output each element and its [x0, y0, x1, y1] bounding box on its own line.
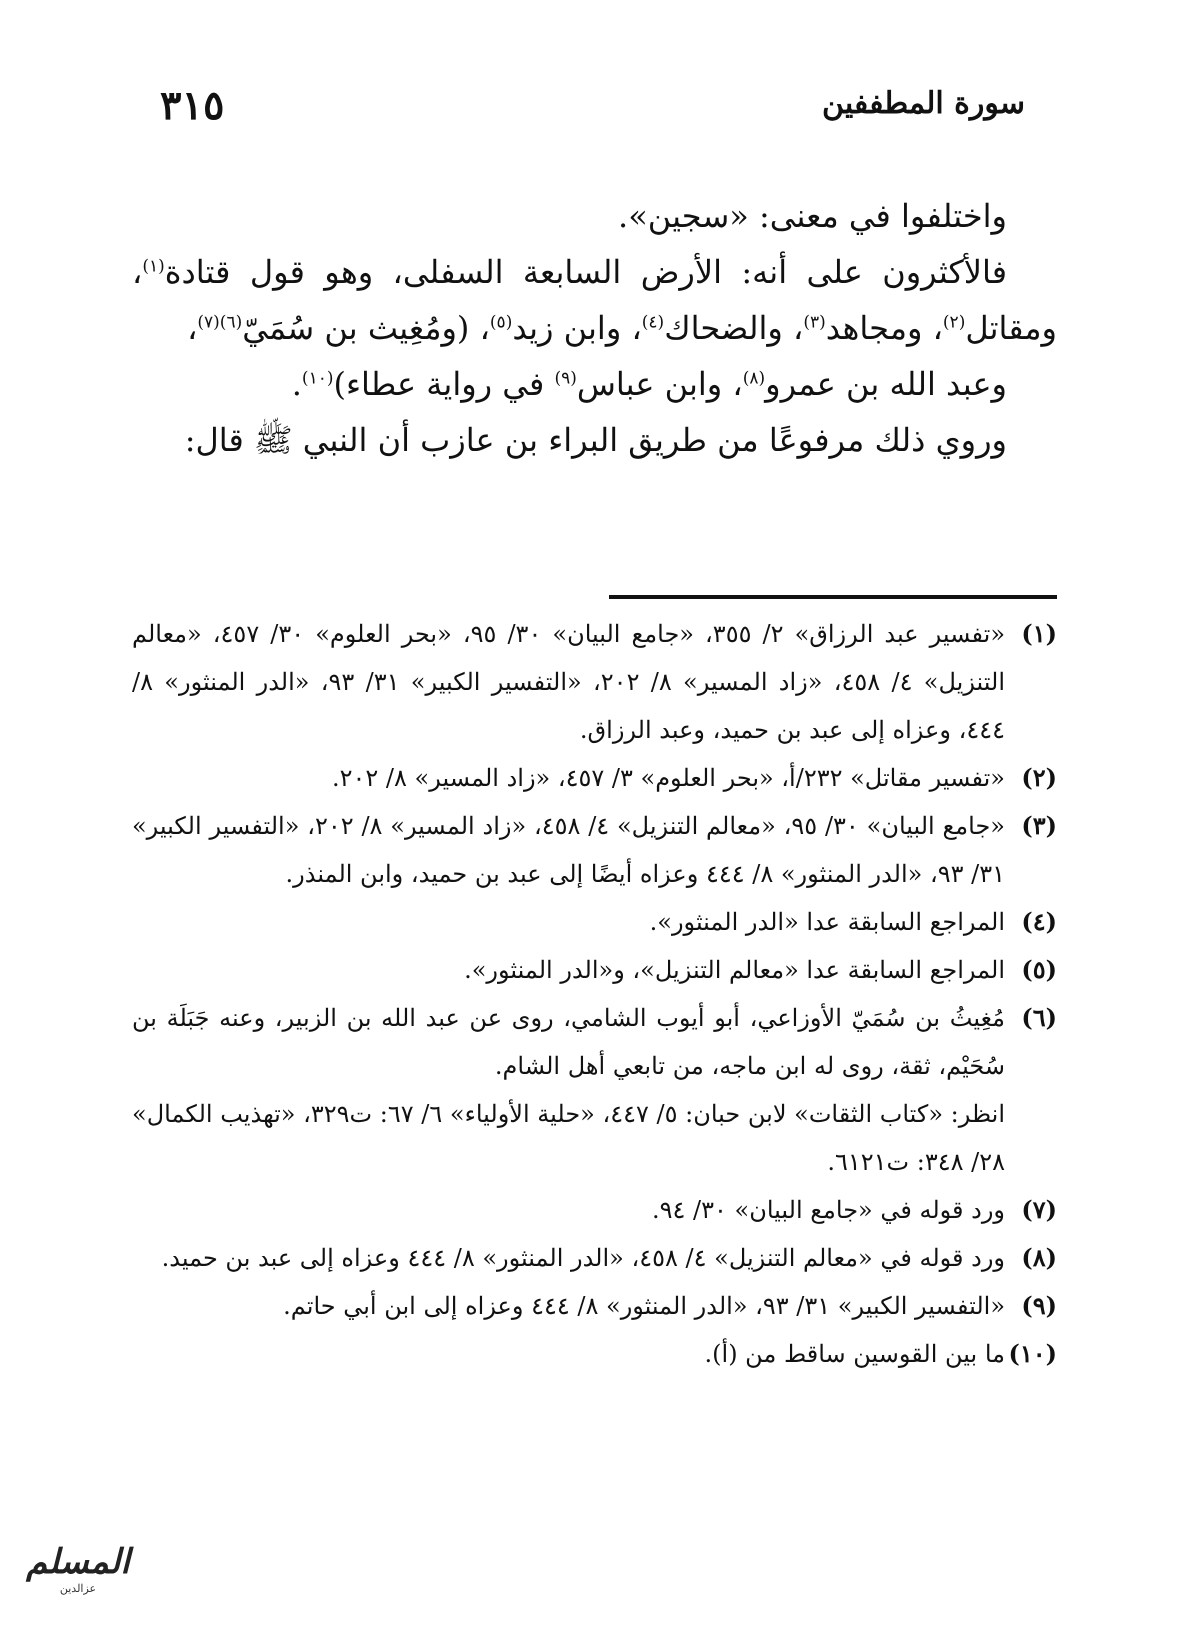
footnote-text: «تفسير مقاتل» ٢٣٢/أ، «بحر العلوم» ٣/ ٤٥٧، «زاد المسير» ٨/ ٢٠٢. — [331, 764, 1005, 792]
running-title: سورة المطففين — [822, 86, 1025, 121]
footnote-ref-6-7[interactable]: (٦)(٧) — [197, 312, 243, 333]
footnote-8 — [132, 1234, 1057, 1282]
watermark-logo — [8, 1542, 148, 1608]
text-segment: ، وابن عباس — [576, 365, 743, 403]
text-segment: ، — [187, 309, 198, 347]
text-segment: ، وابن زيد — [512, 309, 642, 347]
footnote-5 — [132, 946, 1057, 994]
footnote-text: «تفسير عبد الرزاق» ٢/ ٣٥٥، «جامع البيان» ٣٠/ ٩٥، «بحر العلوم» ٣٠/ ٤٥٧، «معالم التنزيل» ٤/ ٤٥٨، «زاد المسير» ٨/ ٢٠٢، «التفسير الكبير» ٣١/ ٩٣، «الدر المنثور» ٨/ ٤٤٤، وعزاه إلى عبد بن حميد، وعبد الرزاق. — [132, 620, 1006, 744]
footnote-number: (٨) — [1021, 1243, 1057, 1272]
footnote-ref-2[interactable]: (٢) — [942, 312, 966, 333]
footnote-ref-1[interactable]: (١) — [142, 256, 165, 277]
text-segment: فالأكثرون على أنه: الأرض السابعة السفلى، وهو قول قتادة — [164, 253, 1007, 291]
footnote-text: المراجع السابقة عدا «الدر المنثور». — [649, 908, 1005, 936]
page-header — [160, 82, 1025, 146]
footnote-ref-3[interactable]: (٣) — [803, 312, 826, 333]
footnote-4 — [132, 898, 1057, 946]
footnote-6 — [132, 994, 1057, 1090]
footnote-ref-9[interactable]: (٩) — [554, 368, 577, 389]
footnote-separator — [609, 595, 1057, 599]
footnote-text: مُغِيثُ بن سُمَيّ الأوزاعي، أبو أيوب الشامي، روى عن عبد الله بن الزبير، وعنه جَبَلَة بن سُحَيْم، ثقة، روى له ابن ماجه، من تابعي أهل الشام. — [132, 1004, 1005, 1080]
text-segment: ، والضحاك — [664, 309, 804, 347]
footnote-ref-10[interactable]: (١٠) — [301, 368, 334, 389]
footnote-1 — [132, 610, 1057, 754]
footnote-number: (١٠) — [1008, 1339, 1057, 1368]
text-segment: . — [291, 365, 302, 403]
footnote-text: المراجع السابقة عدا «معالم التنزيل»، و«الدر المنثور». — [464, 956, 1005, 984]
footnote-7 — [132, 1186, 1057, 1234]
text-segment: في رواية عطاء) — [333, 365, 555, 403]
footnote-number: (٣) — [1021, 811, 1057, 840]
footnote-number: (١) — [1021, 619, 1057, 648]
footnote-2 — [132, 754, 1057, 802]
text-segment: وعبد الله بن عمرو — [765, 365, 1007, 403]
footnote-number: (٥) — [1021, 955, 1057, 984]
footnote-number: (٦) — [1021, 1003, 1057, 1032]
footnote-6-references: انظر: «كتاب الثقات» لابن حبان: ٥/ ٤٤٧، «حلية الأولياء» ٦/ ٦٧: ت٣٢٩، «تهذيب الكمال» ٢٨/ ٣٤٨: ت٦١٢١. — [132, 1100, 1005, 1176]
footnote-text: ورد قوله في «جامع البيان» ٣٠/ ٩٤. — [651, 1196, 1005, 1224]
text-segment: ، (ومُغِيث بن سُمَيّ — [242, 309, 490, 347]
page-number: ٣١٥ — [160, 82, 225, 129]
footnote-text: ورد قوله في «معالم التنزيل» ٤/ ٤٥٨، «الدر المنثور» ٨/ ٤٤٤ وعزاه إلى عبد بن حميد. — [161, 1244, 1005, 1272]
footnote-10 — [132, 1330, 1057, 1378]
footnote-text: «جامع البيان» ٣٠/ ٩٥، «معالم التنزيل» ٤/ ٤٥٨، «زاد المسير» ٨/ ٢٠٢، «التفسير الكبير» ٣١/ ٩٣، «الدر المنثور» ٨/ ٤٤٤ وعزاه أيضًا إلى عبد بن حميد، وابن المنذر. — [132, 812, 1005, 888]
paragraph-1: واختلفوا في معنى: «سجين». — [618, 197, 1007, 235]
paragraph-2 — [132, 244, 1057, 356]
footnote-number: (٤) — [1021, 907, 1057, 936]
footnotes — [132, 610, 1057, 1378]
footnote-text: «التفسير الكبير» ٣١/ ٩٣، «الدر المنثور» ٨/ ٤٤٤ وعزاه إلى ابن أبي حاتم. — [283, 1292, 1005, 1320]
footnote-number: (٧) — [1021, 1195, 1057, 1224]
footnote-ref-8[interactable]: (٨) — [742, 368, 766, 389]
footnote-number: (٢) — [1021, 763, 1057, 792]
footnote-ref-5[interactable]: (٥) — [489, 312, 513, 333]
paragraph-4: وروي ذلك مرفوعًا من طريق البراء بن عازب أن النبي ﷺ قال: — [184, 421, 1007, 459]
paragraph-3 — [132, 356, 1057, 412]
footnote-ref-4[interactable]: (٤) — [641, 312, 665, 333]
footnote-3 — [132, 802, 1057, 898]
text-segment: ، ومقاتل — [132, 253, 1057, 347]
main-text — [132, 188, 1057, 468]
watermark-logo-subtext: عزالدين — [59, 1582, 97, 1595]
watermark-logo-text: المسلم — [26, 1542, 130, 1582]
text-segment: ، ومجاهد — [825, 309, 943, 347]
footnote-text: ما بين القوسين ساقط من (أ). — [704, 1340, 1005, 1368]
footnote-number: (٩) — [1021, 1291, 1057, 1320]
footnote-9 — [132, 1282, 1057, 1330]
